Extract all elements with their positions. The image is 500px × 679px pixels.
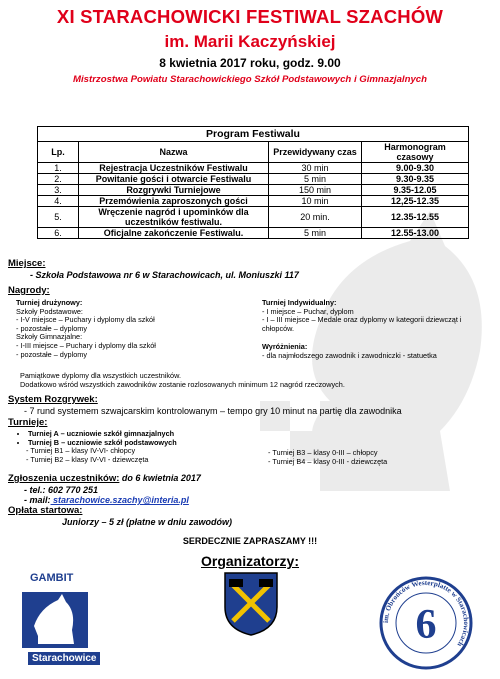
- system-section: [8, 395, 488, 416]
- table-row: [38, 196, 469, 207]
- row-lp: 2.: [38, 174, 79, 185]
- venue-text: - Szkoła Podstawowa nr 6 w Starachowicach, ul. Moniuszki 117: [30, 269, 299, 280]
- individual-prizes-title: Turniej Indywidualny:: [262, 298, 337, 307]
- organizers-heading: Organizatorzy:: [200, 553, 299, 569]
- header: [0, 6, 500, 85]
- table-row: [38, 185, 469, 196]
- row-lp: 4.: [38, 196, 79, 207]
- gambit-logo-top: GAMBIT: [30, 572, 74, 584]
- row-schedule: 9.00-9.30: [362, 163, 469, 174]
- mail-link[interactable]: starachowice.szachy@interia.pl: [50, 495, 189, 505]
- invite-text: SERDECZNIE ZAPRASZAMY !!!: [182, 536, 318, 546]
- tournaments-section: [8, 418, 488, 429]
- prize-line: - pozostałe – dyplomy: [16, 323, 87, 333]
- fee-heading: Opłata startowa:: [8, 505, 83, 516]
- registration-heading: Zgłoszenia uczestników:: [8, 473, 120, 484]
- team-prizes-title: Turniej drużynowy:: [16, 298, 83, 307]
- tournament-b: • Turniej B – uczniowie szkół podstawowych: [28, 439, 484, 448]
- coat-of-arms-icon: [223, 571, 279, 637]
- col-lp: Lp.: [38, 142, 79, 163]
- venue-section: [8, 259, 299, 280]
- prize-note: Dodatkowo wśród wszystkich zawodników zostanie rozlosowanych minimum 12 nagród rzeczowych.: [20, 379, 345, 389]
- gambit-logo: [10, 572, 150, 677]
- prizes-heading: Nagrody:: [8, 285, 50, 296]
- program-table: [37, 126, 469, 239]
- table-row: [38, 207, 469, 228]
- system-heading: System Rozgrywek:: [8, 394, 98, 405]
- tournament-b2: - Turniej B2 – klasy IV-VI - dziewczęta: [26, 454, 149, 464]
- row-lp: 3.: [38, 185, 79, 196]
- prize-line: - I miejsce – Puchar, dyplom: [262, 306, 354, 316]
- prize-line: - I-III miejsce – Puchary i dyplomy dla szkół: [16, 340, 156, 350]
- row-lp: 6.: [38, 228, 79, 239]
- row-time: 150 min: [269, 185, 362, 196]
- row-schedule: 12.55-13.00: [362, 228, 469, 239]
- awards-title: Wyróżnienia:: [262, 342, 308, 352]
- gambit-logo-bottom: Starachowice: [28, 652, 100, 665]
- row-time: 10 min: [269, 196, 362, 207]
- prize-line: - I-V miejsce – Puchary i dyplomy dla szkół: [16, 315, 155, 325]
- championship-line: Mistrzostwa Powiatu Starachowickiego Szkół Podstawowych i Gimnazjalnych: [73, 74, 427, 85]
- row-name: Przemówienia zaproszonych gości: [79, 196, 269, 207]
- row-schedule: 12,25-12.35: [362, 196, 469, 207]
- row-time: 30 min: [269, 163, 362, 174]
- prize-line: Szkoły Podstawowe:: [16, 306, 83, 316]
- individual-prizes: [262, 299, 477, 361]
- row-schedule: 9.30-9.35: [362, 174, 469, 185]
- fee-text: Juniorzy – 5 zł (płatne w dniu zawodów): [62, 516, 233, 527]
- row-name: Powitanie gości i otwarcie Festiwalu: [79, 174, 269, 185]
- row-time: 5 min: [269, 174, 362, 185]
- prizes-section: [8, 286, 478, 297]
- venue-heading: Miejsce:: [8, 258, 46, 269]
- table-row: [38, 174, 469, 185]
- tel-label: - tel.:: [24, 484, 46, 495]
- row-name: Wręczenie nagród i upominków dla uczestników festiwalu.: [79, 207, 269, 228]
- prize-line: Szkoły Gimnazjalne:: [16, 332, 83, 342]
- row-lp: 5.: [38, 207, 79, 228]
- prize-notes: [20, 372, 480, 389]
- registration-section: [8, 473, 488, 506]
- row-time: 5 min: [269, 228, 362, 239]
- prize-line: - I – III miejsce – Medale oraz dyplomy w kategorii dziewcząt i chłopców.: [262, 315, 462, 333]
- col-time: Przewidywany czas: [269, 142, 362, 163]
- prize-note: Pamiątkowe dyplomy dla wszystkich uczestników.: [20, 371, 181, 380]
- tournaments-list-right: [268, 449, 478, 466]
- row-schedule: 12.35-12.55: [362, 207, 469, 228]
- table-row: [38, 163, 469, 174]
- event-date: 8 kwietnia 2017 roku, godz. 9.00: [159, 56, 341, 70]
- prize-line: - pozostałe – dyplomy: [16, 349, 87, 359]
- mail-label: - mail:: [24, 495, 51, 505]
- page-title: XI STARACHOWICKI FESTIWAL SZACHÓW: [56, 6, 444, 27]
- prize-line: - dla najmłodszego zawodnik i zawodniczki - statuetka: [262, 350, 437, 360]
- chess-knight-icon: [20, 586, 90, 656]
- row-name: Rejestracja Uczestników Festiwalu: [79, 163, 269, 174]
- tournament-b3: - Turniej B3 – klasy 0-III – chłopcy: [268, 448, 378, 457]
- row-name: Rozgrywki Turniejowe: [79, 185, 269, 196]
- school-logo-ring-text: im. Obrońców Westerplatte w Starachowicach: [381, 578, 471, 648]
- school-logo-icon: [377, 574, 475, 672]
- tournament-a: • Turniej A – uczniowie szkół gimnazjalnych: [28, 430, 484, 439]
- tel-value: 602 770 251: [45, 484, 99, 495]
- tournament-b1: - Turniej B1 – klasy IV-VI- chłopcy: [26, 446, 136, 456]
- program-caption: Program Festiwalu: [38, 127, 469, 142]
- fee-section: [8, 506, 488, 527]
- col-schedule: Harmonogram czasowy: [362, 142, 469, 163]
- col-name: Nazwa: [79, 142, 269, 163]
- system-text: - 7 rund systemem szwajcarskim kontrolowanym – tempo gry 10 minut na partię dla zawodnika: [24, 405, 402, 416]
- row-name: Oficjalne zakończenie Festiwalu.: [79, 228, 269, 239]
- tournaments-heading: Turnieje:: [8, 417, 48, 428]
- row-lp: 1.: [38, 163, 79, 174]
- tournament-b4: - Turniej B4 – klasy 0-III - dziewczęta: [268, 456, 388, 466]
- row-time: 20 min.: [269, 207, 362, 228]
- page-subtitle: im. Marii Kaczyńskiej: [164, 32, 336, 51]
- row-schedule: 9.35-12.05: [362, 185, 469, 196]
- registration-deadline: do 6 kwietnia 2017: [119, 473, 201, 483]
- table-row: [38, 228, 469, 239]
- school-logo-number: 6: [415, 602, 437, 648]
- team-prizes: [16, 299, 236, 359]
